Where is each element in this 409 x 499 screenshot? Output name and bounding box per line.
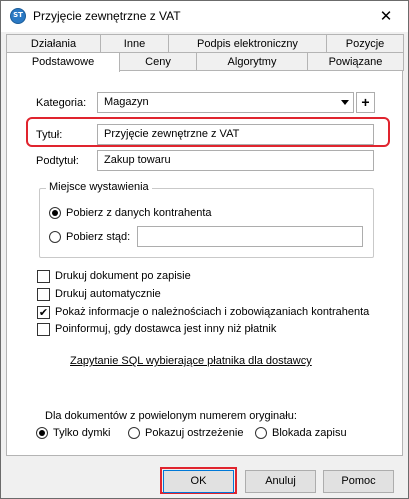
tytul-input[interactable]: Przyjęcie zewnętrzne z VAT — [97, 124, 374, 145]
tab-panel-podstawowe — [6, 70, 403, 456]
checkmark-icon: ✔ — [38, 306, 49, 319]
cancel-button[interactable]: Anuluj — [245, 470, 316, 493]
window-title: Przyjęcie zewnętrzne z VAT — [33, 9, 181, 23]
poinformuj-dostawca-label: Poinformuj, gdy dostawca jest inny niż płatnik — [55, 323, 277, 335]
drukuj-po-zapisie-checkbox[interactable] — [37, 270, 50, 283]
pokaz-naleznosci-label: Pokaż informacje o należnościach i zobowiązaniach kontrahenta — [55, 306, 370, 318]
tylko-dymki-label: Tylko dymki — [53, 427, 111, 439]
tab-ceny[interactable]: Ceny — [119, 52, 197, 71]
tab-powiazane[interactable]: Powiązane — [307, 52, 404, 71]
ok-button[interactable]: OK — [163, 470, 234, 493]
pobierz-stad-label: Pobierz stąd: — [66, 231, 131, 243]
app-logo-icon: ST — [10, 8, 26, 24]
tab-pozycje[interactable]: Pozycje — [326, 34, 404, 53]
pokazuj-ostrzezenie-radio[interactable] — [128, 427, 140, 439]
pokaz-naleznosci-checkbox[interactable] — [37, 306, 50, 319]
poinformuj-dostawca-checkbox[interactable] — [37, 323, 50, 336]
miejsce-group — [39, 188, 374, 258]
help-button[interactable]: Pomoc — [323, 470, 394, 493]
kategoria-select[interactable] — [97, 92, 354, 113]
podtytul-input[interactable]: Zakup towaru — [97, 150, 374, 171]
podtytul-label: Podtytuł: — [36, 155, 79, 167]
tab-podpis-elektroniczny[interactable]: Podpis elektroniczny — [168, 34, 327, 53]
tab-inne[interactable]: Inne — [100, 34, 169, 53]
blokada-zapisu-radio[interactable] — [255, 427, 267, 439]
pobierz-stad-input[interactable] — [137, 226, 363, 247]
pobierz-z-kontrahenta-radio[interactable] — [49, 207, 61, 219]
tab-dzialania[interactable]: Działania — [6, 34, 101, 53]
chevron-down-icon — [341, 100, 349, 105]
close-button[interactable]: ✕ — [379, 7, 393, 25]
tab-algorytmy[interactable]: Algorytmy — [196, 52, 308, 71]
pobierz-stad-radio[interactable] — [49, 231, 61, 243]
tab-podstawowe[interactable]: Podstawowe — [6, 52, 120, 72]
blokada-zapisu-label: Blokada zapisu — [272, 427, 347, 439]
drukuj-po-zapisie-label: Drukuj dokument po zapisie — [55, 270, 191, 282]
tytul-label: Tytuł: — [36, 129, 63, 141]
powielony-numer-label: Dla dokumentów z powielonym numerem oryginału: — [45, 410, 297, 422]
kategoria-value: Magazyn — [104, 96, 149, 108]
tylko-dymki-radio[interactable] — [36, 427, 48, 439]
pokazuj-ostrzezenie-label: Pokazuj ostrzeżenie — [145, 427, 244, 439]
drukuj-automatycznie-checkbox[interactable] — [37, 288, 50, 301]
drukuj-automatycznie-label: Drukuj automatycznie — [55, 288, 161, 300]
add-kategoria-button[interactable]: + — [356, 92, 375, 113]
pobierz-z-kontrahenta-label: Pobierz z danych kontrahenta — [66, 207, 212, 219]
miejsce-group-title: Miejsce wystawienia — [46, 181, 152, 193]
kategoria-label: Kategoria: — [36, 97, 87, 109]
title-bar[interactable] — [1, 1, 408, 32]
sql-platnik-link[interactable]: Zapytanie SQL wybierające płatnika dla dostawcy — [70, 355, 312, 367]
